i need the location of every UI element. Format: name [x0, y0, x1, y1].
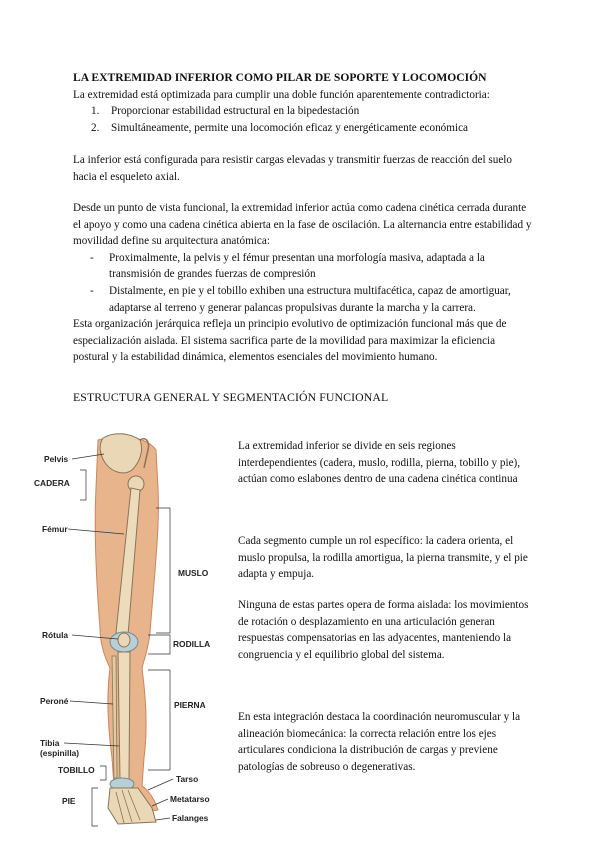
side-paragraph-4: En esta integración destaca la coordinación neuromuscular y la alineación biomecánica: la correcta relación entre los ejes articulares condiciona la distribución de cargas y previene patologías de sobreuso o degenerativas.	[238, 711, 521, 773]
page-title: LA EXTREMIDAD INFERIOR COMO PILAR DE SOPORTE Y LOCOMOCIÓN	[73, 71, 487, 84]
list-item: - Proximalmente, la pelvis y el fémur presentan una morfología masiva, adaptada a la transmisión de grandes fuerzas de compresión	[90, 251, 485, 281]
side-paragraph-2: Cada segmento cumple un rol específico: la cadera orienta, el muslo propulsa, la rodilla amortigua, la pierna transmite, y el pie adapta y empuja.	[238, 535, 528, 581]
leg-skeleton-illustration	[28, 428, 233, 838]
label-rodilla: RODILLA	[173, 639, 211, 649]
intro-section	[73, 70, 533, 136]
list-item: 1. Proporcionar estabilidad estructural en la bipedestación	[91, 105, 360, 118]
paragraph-2: Desde un punto de vista funcional, la extremidad inferior actúa como cadena cinética cerrada durante el apoyo y como una cadena cinética abierta en la fase de oscilación. La alternancia entre estabilidad y movilidad define su arquitectura anatómica:	[73, 202, 532, 248]
dash-list	[73, 250, 533, 316]
intro-text: La extremidad está optimizada para cumplir una doble función aparentemente contradictoria:	[73, 88, 490, 101]
label-tobillo: TOBILLO	[58, 765, 95, 775]
label-espinilla: (espinilla)	[40, 748, 80, 758]
paragraph-1: La inferior está configurada para resistir cargas elevadas y transmitir fuerzas de reacción del suelo hacia el esqueleto axial.	[73, 154, 513, 183]
numbered-list	[73, 103, 533, 136]
label-muslo: MUSLO	[178, 568, 209, 578]
label-tibia: Tibia	[40, 738, 60, 748]
list-item: 2. Simultáneamente, permite una locomoción eficaz y energéticamente económica	[91, 121, 469, 134]
side-paragraph-3: Ninguna de estas partes opera de forma aislada: los movimientos de rotación o desplazamiento en una articulación generan respuestas compensatorias en las adyacentes, manteniendo la congruencia y el equilibrio global del sistema.	[238, 599, 529, 661]
list-item: - Distalmente, en pie y el tobillo exhiben una estructura multifacética, capaz de amortiguar, adaptarse al terreno y generar palancas propulsivas durante la marcha y la carrera.	[90, 284, 511, 314]
section-heading: ESTRUCTURA GENERAL Y SEGMENTACIÓN FUNCIONAL	[73, 390, 389, 404]
label-pierna: PIERNA	[174, 700, 206, 710]
label-falanges: Falanges	[172, 813, 209, 823]
label-rotula: Rótula	[42, 630, 69, 640]
label-femur: Fémur	[42, 524, 68, 534]
label-pie: PIE	[62, 796, 76, 806]
side-paragraph-1: La extremidad inferior se divide en seis regiones interdependientes (cadera, muslo, rodilla, pierna, tobillo y pie), actúan como eslabones dentro de una cadena cinética continua	[238, 440, 521, 486]
patella-bone	[118, 633, 130, 647]
tibia-bone	[118, 652, 130, 780]
label-cadera: CADERA	[34, 478, 70, 488]
leg-anatomy-figure	[28, 428, 233, 838]
paragraph-3: Esta organización jerárquica refleja un principio evolutivo de optimización funcional más que de especialización aislada. El sistema sacrifica parte de la movilidad para maximizar la eficiencia postural y la estabilidad dinámica, elementos esenciales del movimiento humano.	[73, 318, 507, 364]
label-pelvis: Pelvis	[44, 454, 69, 464]
label-perone: Peroné	[40, 696, 69, 706]
label-tarso: Tarso	[176, 774, 199, 784]
paragraph-2-section	[73, 200, 533, 366]
label-metatarso: Metatarso	[170, 794, 210, 804]
